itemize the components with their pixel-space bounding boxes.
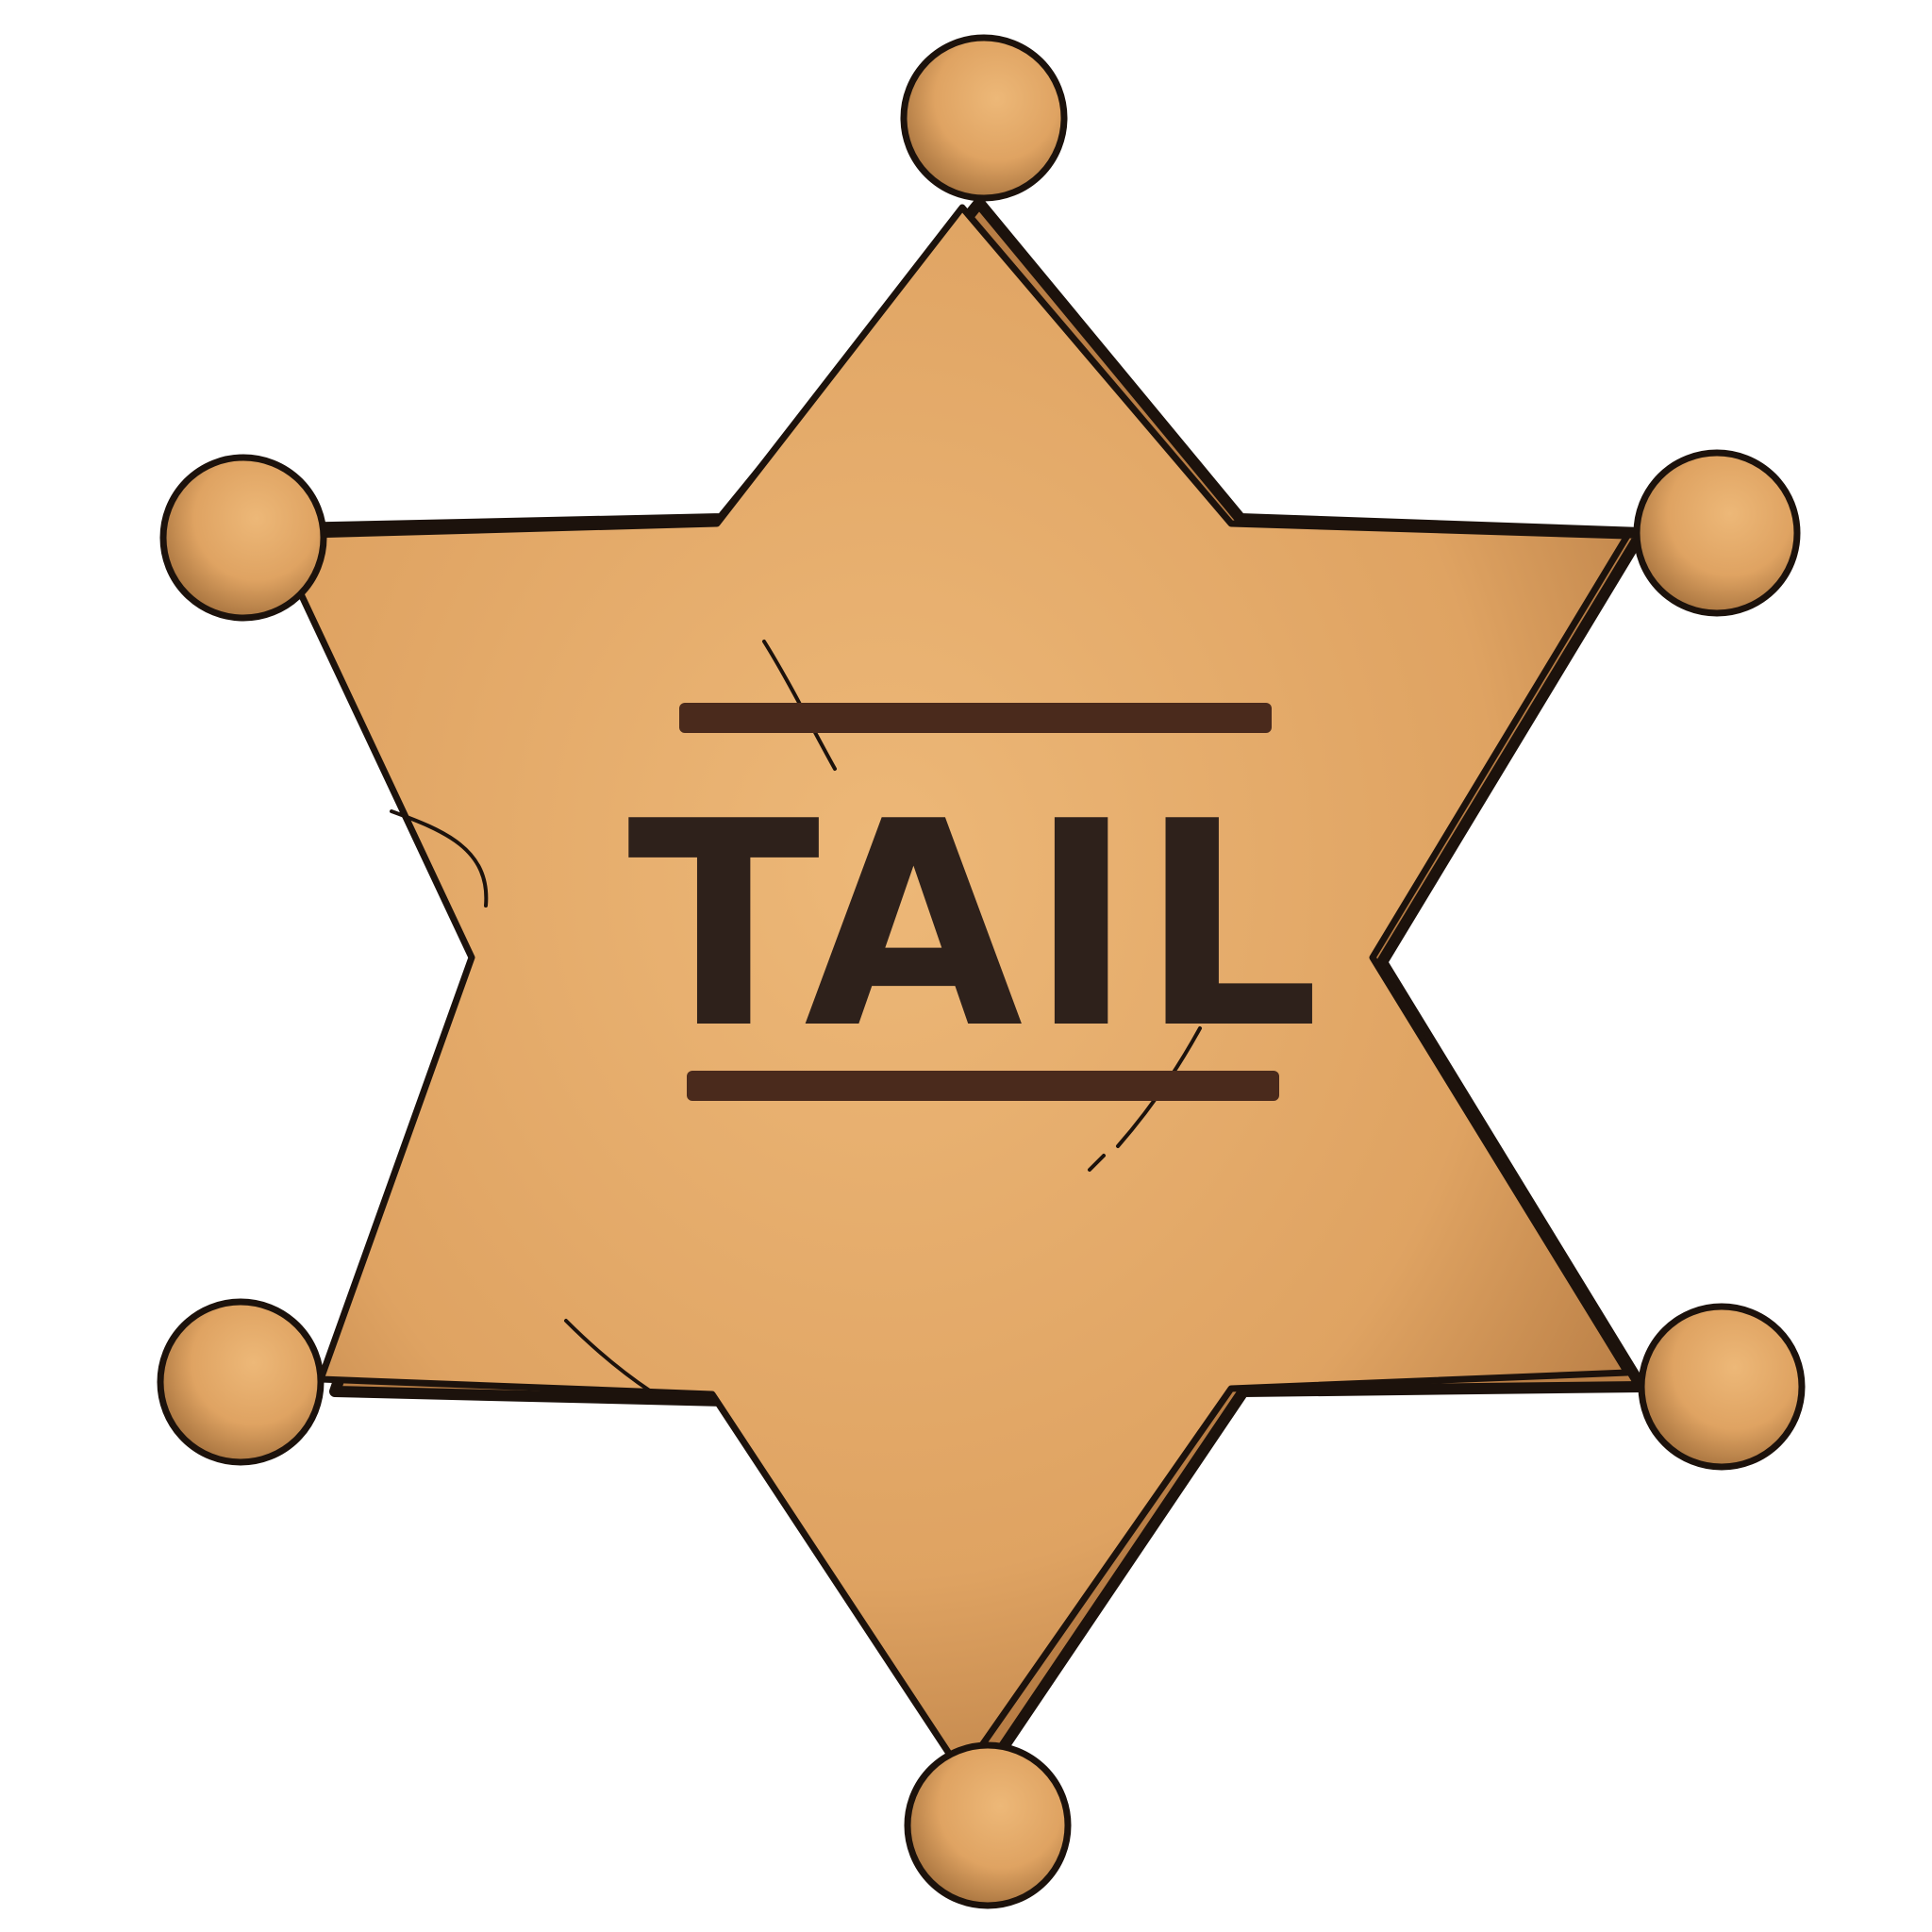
ball-upper-left [163,458,324,618]
ball-top [904,38,1064,198]
ball-upper-right [1637,453,1797,613]
badge-label: TAIL [626,761,1326,1091]
label-bar-top [679,703,1272,733]
ball-bottom [908,1745,1068,1906]
ball-lower-right [1641,1307,1802,1467]
ball-lower-left [160,1302,321,1462]
